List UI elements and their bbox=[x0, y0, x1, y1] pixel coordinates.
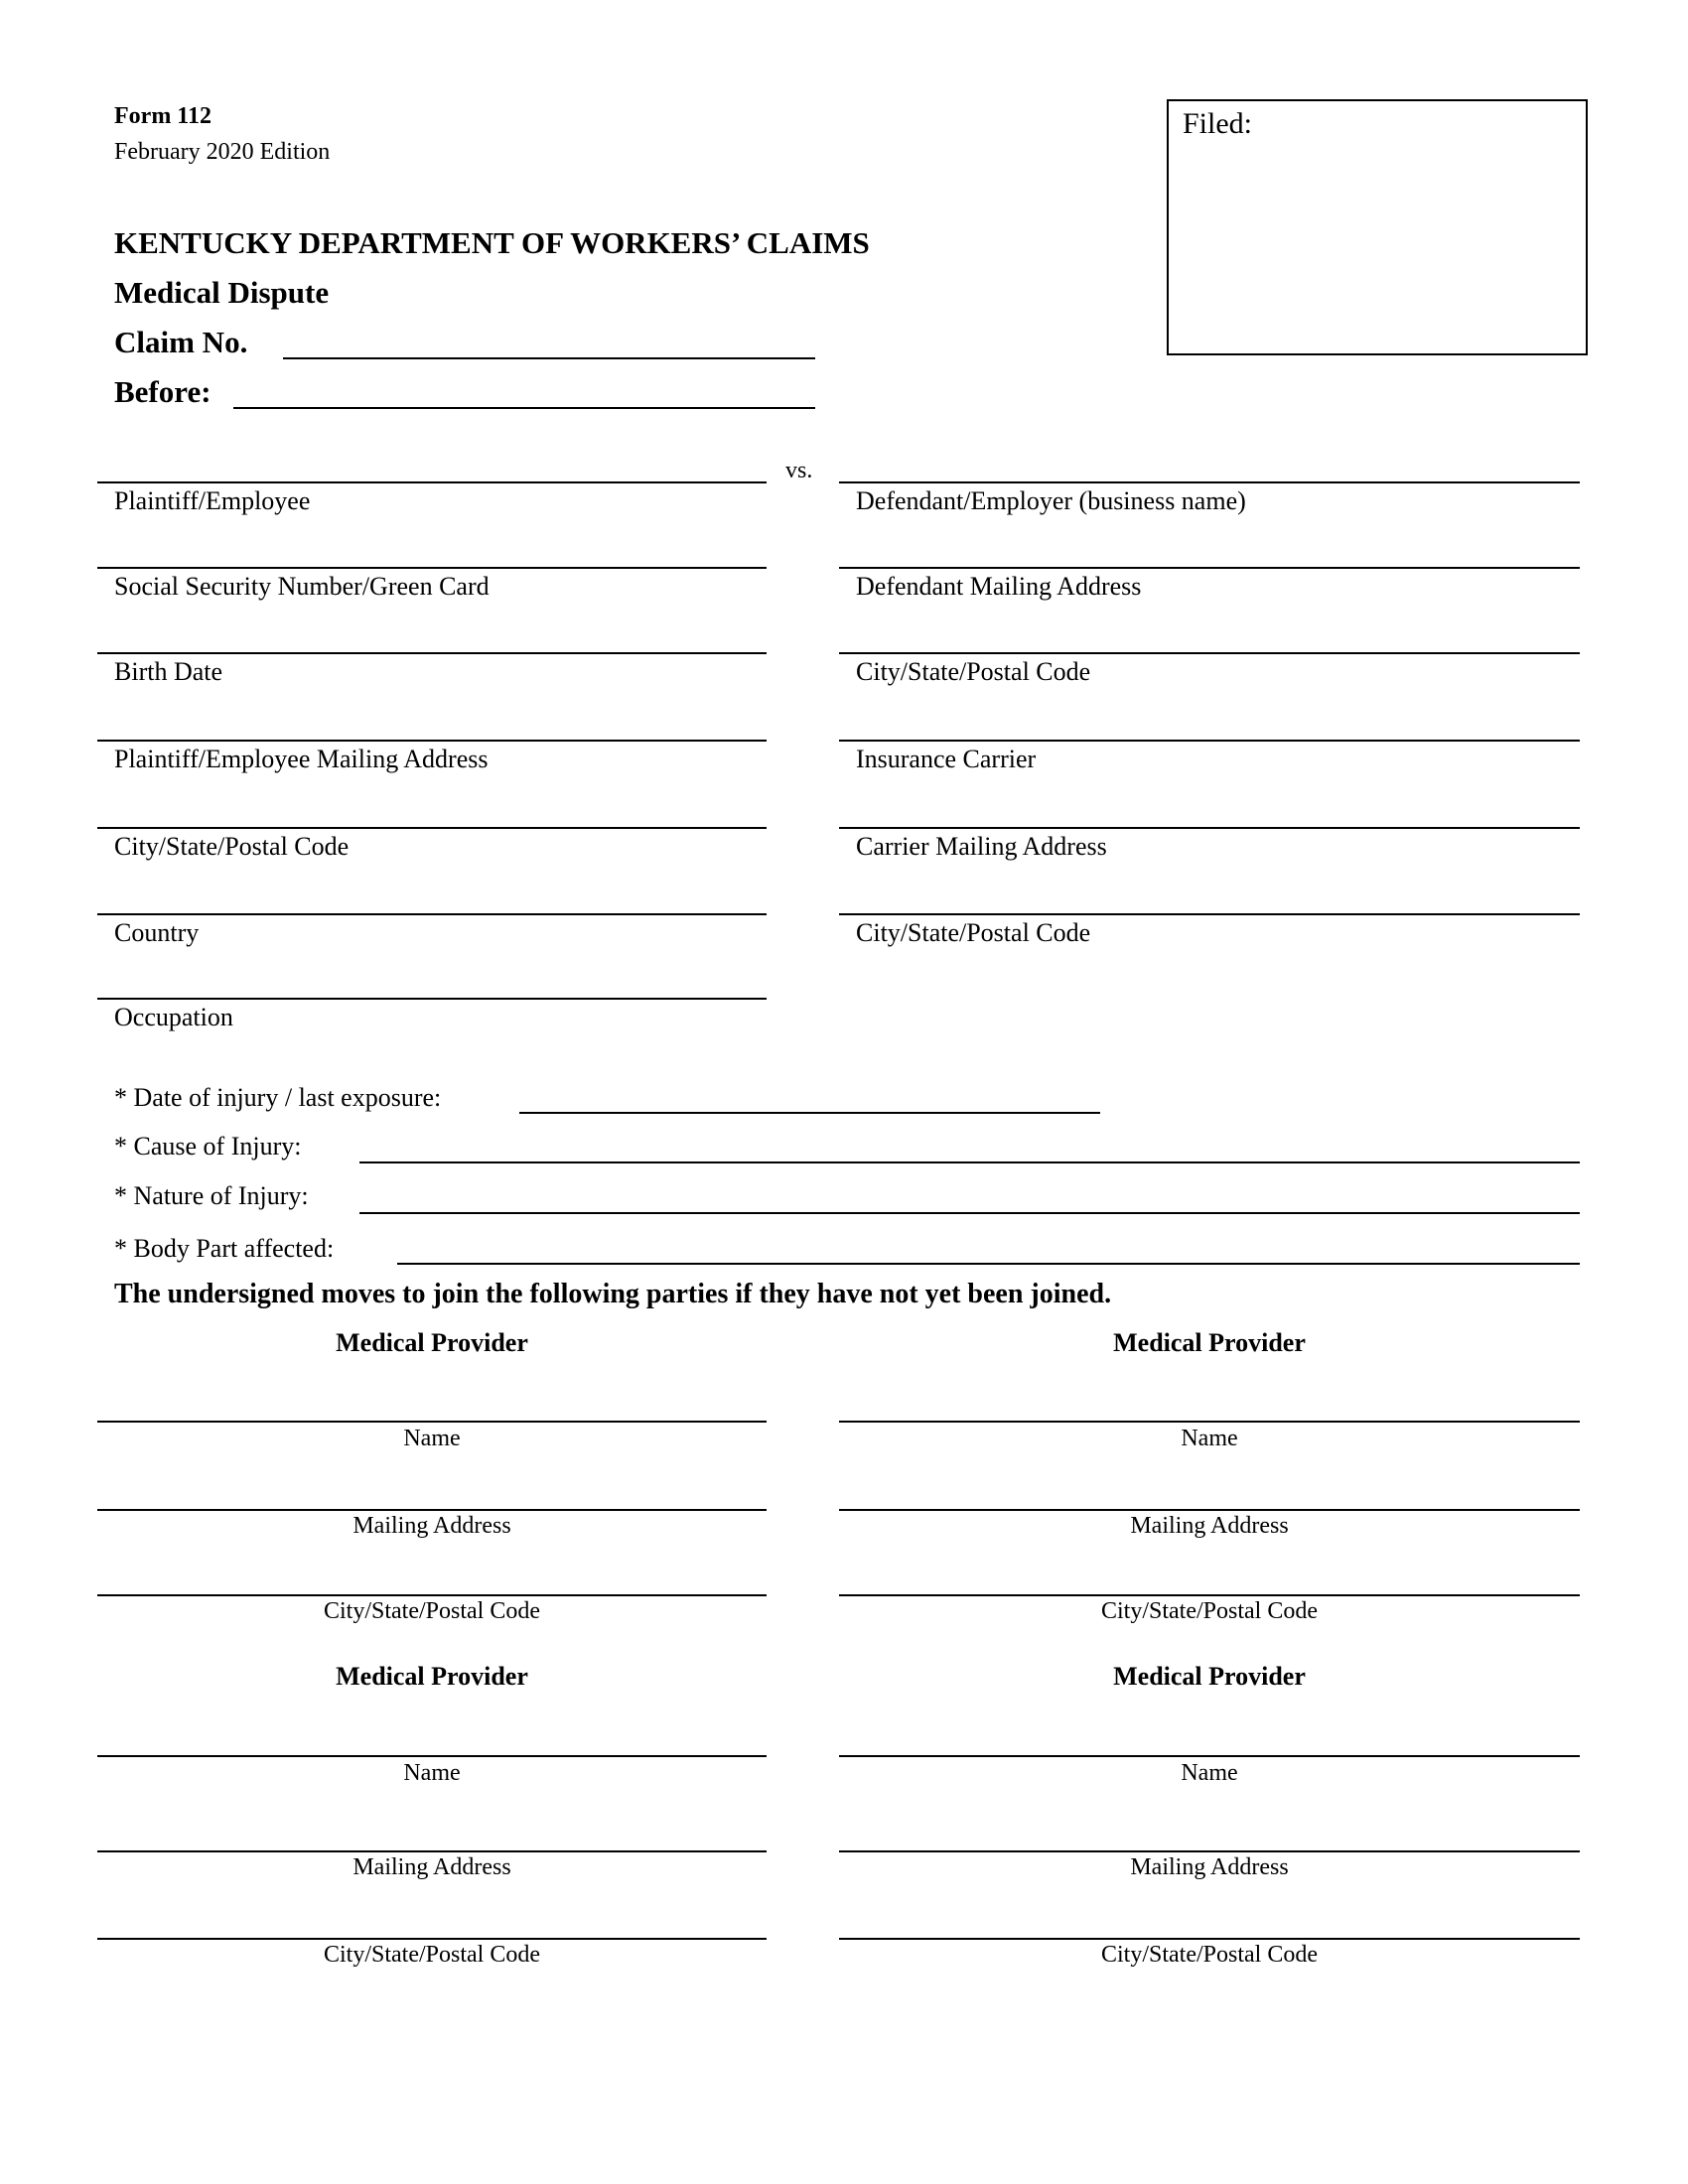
provider-3-address-label: Mailing Address bbox=[352, 1854, 511, 1880]
label-defendant-city: City/State/Postal Code bbox=[856, 657, 1091, 686]
nature-of-injury-field[interactable] bbox=[359, 1212, 1580, 1214]
department-title: KENTUCKY DEPARTMENT OF WORKERS’ CLAIMS bbox=[114, 225, 870, 260]
insurance-carrier-field[interactable] bbox=[839, 740, 1580, 742]
provider-1-address-field[interactable] bbox=[97, 1509, 767, 1511]
provider-1-name-field[interactable] bbox=[97, 1421, 767, 1423]
plaintiff-address-field[interactable] bbox=[97, 740, 767, 742]
provider-2-name-label: Name bbox=[1181, 1426, 1238, 1451]
provider-1-city-field[interactable] bbox=[97, 1594, 767, 1596]
defendant-employer-field[interactable] bbox=[839, 481, 1580, 483]
joinder-statement: The undersigned moves to join the following parties if they have not yet been joined. bbox=[114, 1279, 1112, 1309]
provider-4-name-field[interactable] bbox=[839, 1755, 1580, 1757]
plaintiff-employee-field[interactable] bbox=[97, 481, 767, 483]
provider-4-name-label: Name bbox=[1181, 1760, 1238, 1786]
cause-of-injury-field[interactable] bbox=[359, 1161, 1580, 1163]
label-defendant-address: Defendant Mailing Address bbox=[856, 572, 1142, 601]
country-field[interactable] bbox=[97, 913, 767, 915]
provider-2-heading: Medical Provider bbox=[1113, 1328, 1306, 1357]
label-body-part: * Body Part affected: bbox=[114, 1234, 335, 1263]
provider-4-city-label: City/State/Postal Code bbox=[1100, 1942, 1318, 1968]
occupation-field[interactable] bbox=[97, 998, 767, 1000]
form-title: Medical Dispute bbox=[114, 275, 330, 310]
label-cause-of-injury: * Cause of Injury: bbox=[114, 1132, 302, 1160]
label-plaintiff-employee: Plaintiff/Employee bbox=[114, 486, 311, 515]
form-number: Form 112 bbox=[114, 103, 211, 129]
label-plaintiff-address: Plaintiff/Employee Mailing Address bbox=[114, 745, 489, 773]
label-insurance-carrier: Insurance Carrier bbox=[856, 745, 1037, 773]
claim-no-label: Claim No. bbox=[114, 325, 248, 359]
birth-date-field[interactable] bbox=[97, 652, 767, 654]
provider-3-name-label: Name bbox=[403, 1760, 461, 1786]
provider-1-address-label: Mailing Address bbox=[352, 1513, 511, 1539]
provider-1-city-label: City/State/Postal Code bbox=[323, 1598, 540, 1624]
provider-2-city-field[interactable] bbox=[839, 1594, 1580, 1596]
label-country: Country bbox=[114, 918, 200, 947]
label-carrier-address: Carrier Mailing Address bbox=[856, 832, 1107, 861]
label-birth-date: Birth Date bbox=[114, 657, 223, 686]
label-occupation: Occupation bbox=[114, 1003, 233, 1031]
plaintiff-city-field[interactable] bbox=[97, 827, 767, 829]
form-edition: February 2020 Edition bbox=[114, 139, 331, 165]
label-date-of-injury: * Date of injury / last exposure: bbox=[114, 1083, 442, 1112]
date-of-injury-field[interactable] bbox=[519, 1112, 1100, 1114]
provider-3-city-field[interactable] bbox=[97, 1938, 767, 1940]
provider-2-address-label: Mailing Address bbox=[1130, 1513, 1289, 1539]
provider-4-city-field[interactable] bbox=[839, 1938, 1580, 1940]
carrier-city-field[interactable] bbox=[839, 913, 1580, 915]
label-plaintiff-city: City/State/Postal Code bbox=[114, 832, 350, 861]
provider-2-address-field[interactable] bbox=[839, 1509, 1580, 1511]
before-label: Before: bbox=[114, 374, 211, 409]
label-nature-of-injury: * Nature of Injury: bbox=[114, 1181, 309, 1210]
filed-stamp-box bbox=[1167, 99, 1588, 355]
claim-no-field[interactable] bbox=[283, 357, 815, 359]
body-part-field[interactable] bbox=[397, 1263, 1580, 1265]
provider-3-name-field[interactable] bbox=[97, 1755, 767, 1757]
label-ssn: Social Security Number/Green Card bbox=[114, 572, 490, 601]
filed-label: Filed: bbox=[1183, 107, 1253, 140]
provider-3-address-field[interactable] bbox=[97, 1850, 767, 1852]
provider-1-name-label: Name bbox=[403, 1426, 461, 1451]
provider-4-heading: Medical Provider bbox=[1113, 1662, 1306, 1691]
label-carrier-city: City/State/Postal Code bbox=[856, 918, 1091, 947]
provider-2-city-label: City/State/Postal Code bbox=[1100, 1598, 1318, 1624]
defendant-city-field[interactable] bbox=[839, 652, 1580, 654]
provider-3-heading: Medical Provider bbox=[336, 1662, 528, 1691]
provider-1-heading: Medical Provider bbox=[336, 1328, 528, 1357]
provider-3-city-label: City/State/Postal Code bbox=[323, 1942, 540, 1968]
ssn-field[interactable] bbox=[97, 567, 767, 569]
label-defendant-employer: Defendant/Employer (business name) bbox=[856, 486, 1246, 515]
before-field[interactable] bbox=[233, 407, 815, 409]
defendant-address-field[interactable] bbox=[839, 567, 1580, 569]
provider-4-address-field[interactable] bbox=[839, 1850, 1580, 1852]
provider-2-name-field[interactable] bbox=[839, 1421, 1580, 1423]
carrier-address-field[interactable] bbox=[839, 827, 1580, 829]
versus-label: vs. bbox=[785, 458, 813, 483]
provider-4-address-label: Mailing Address bbox=[1130, 1854, 1289, 1880]
